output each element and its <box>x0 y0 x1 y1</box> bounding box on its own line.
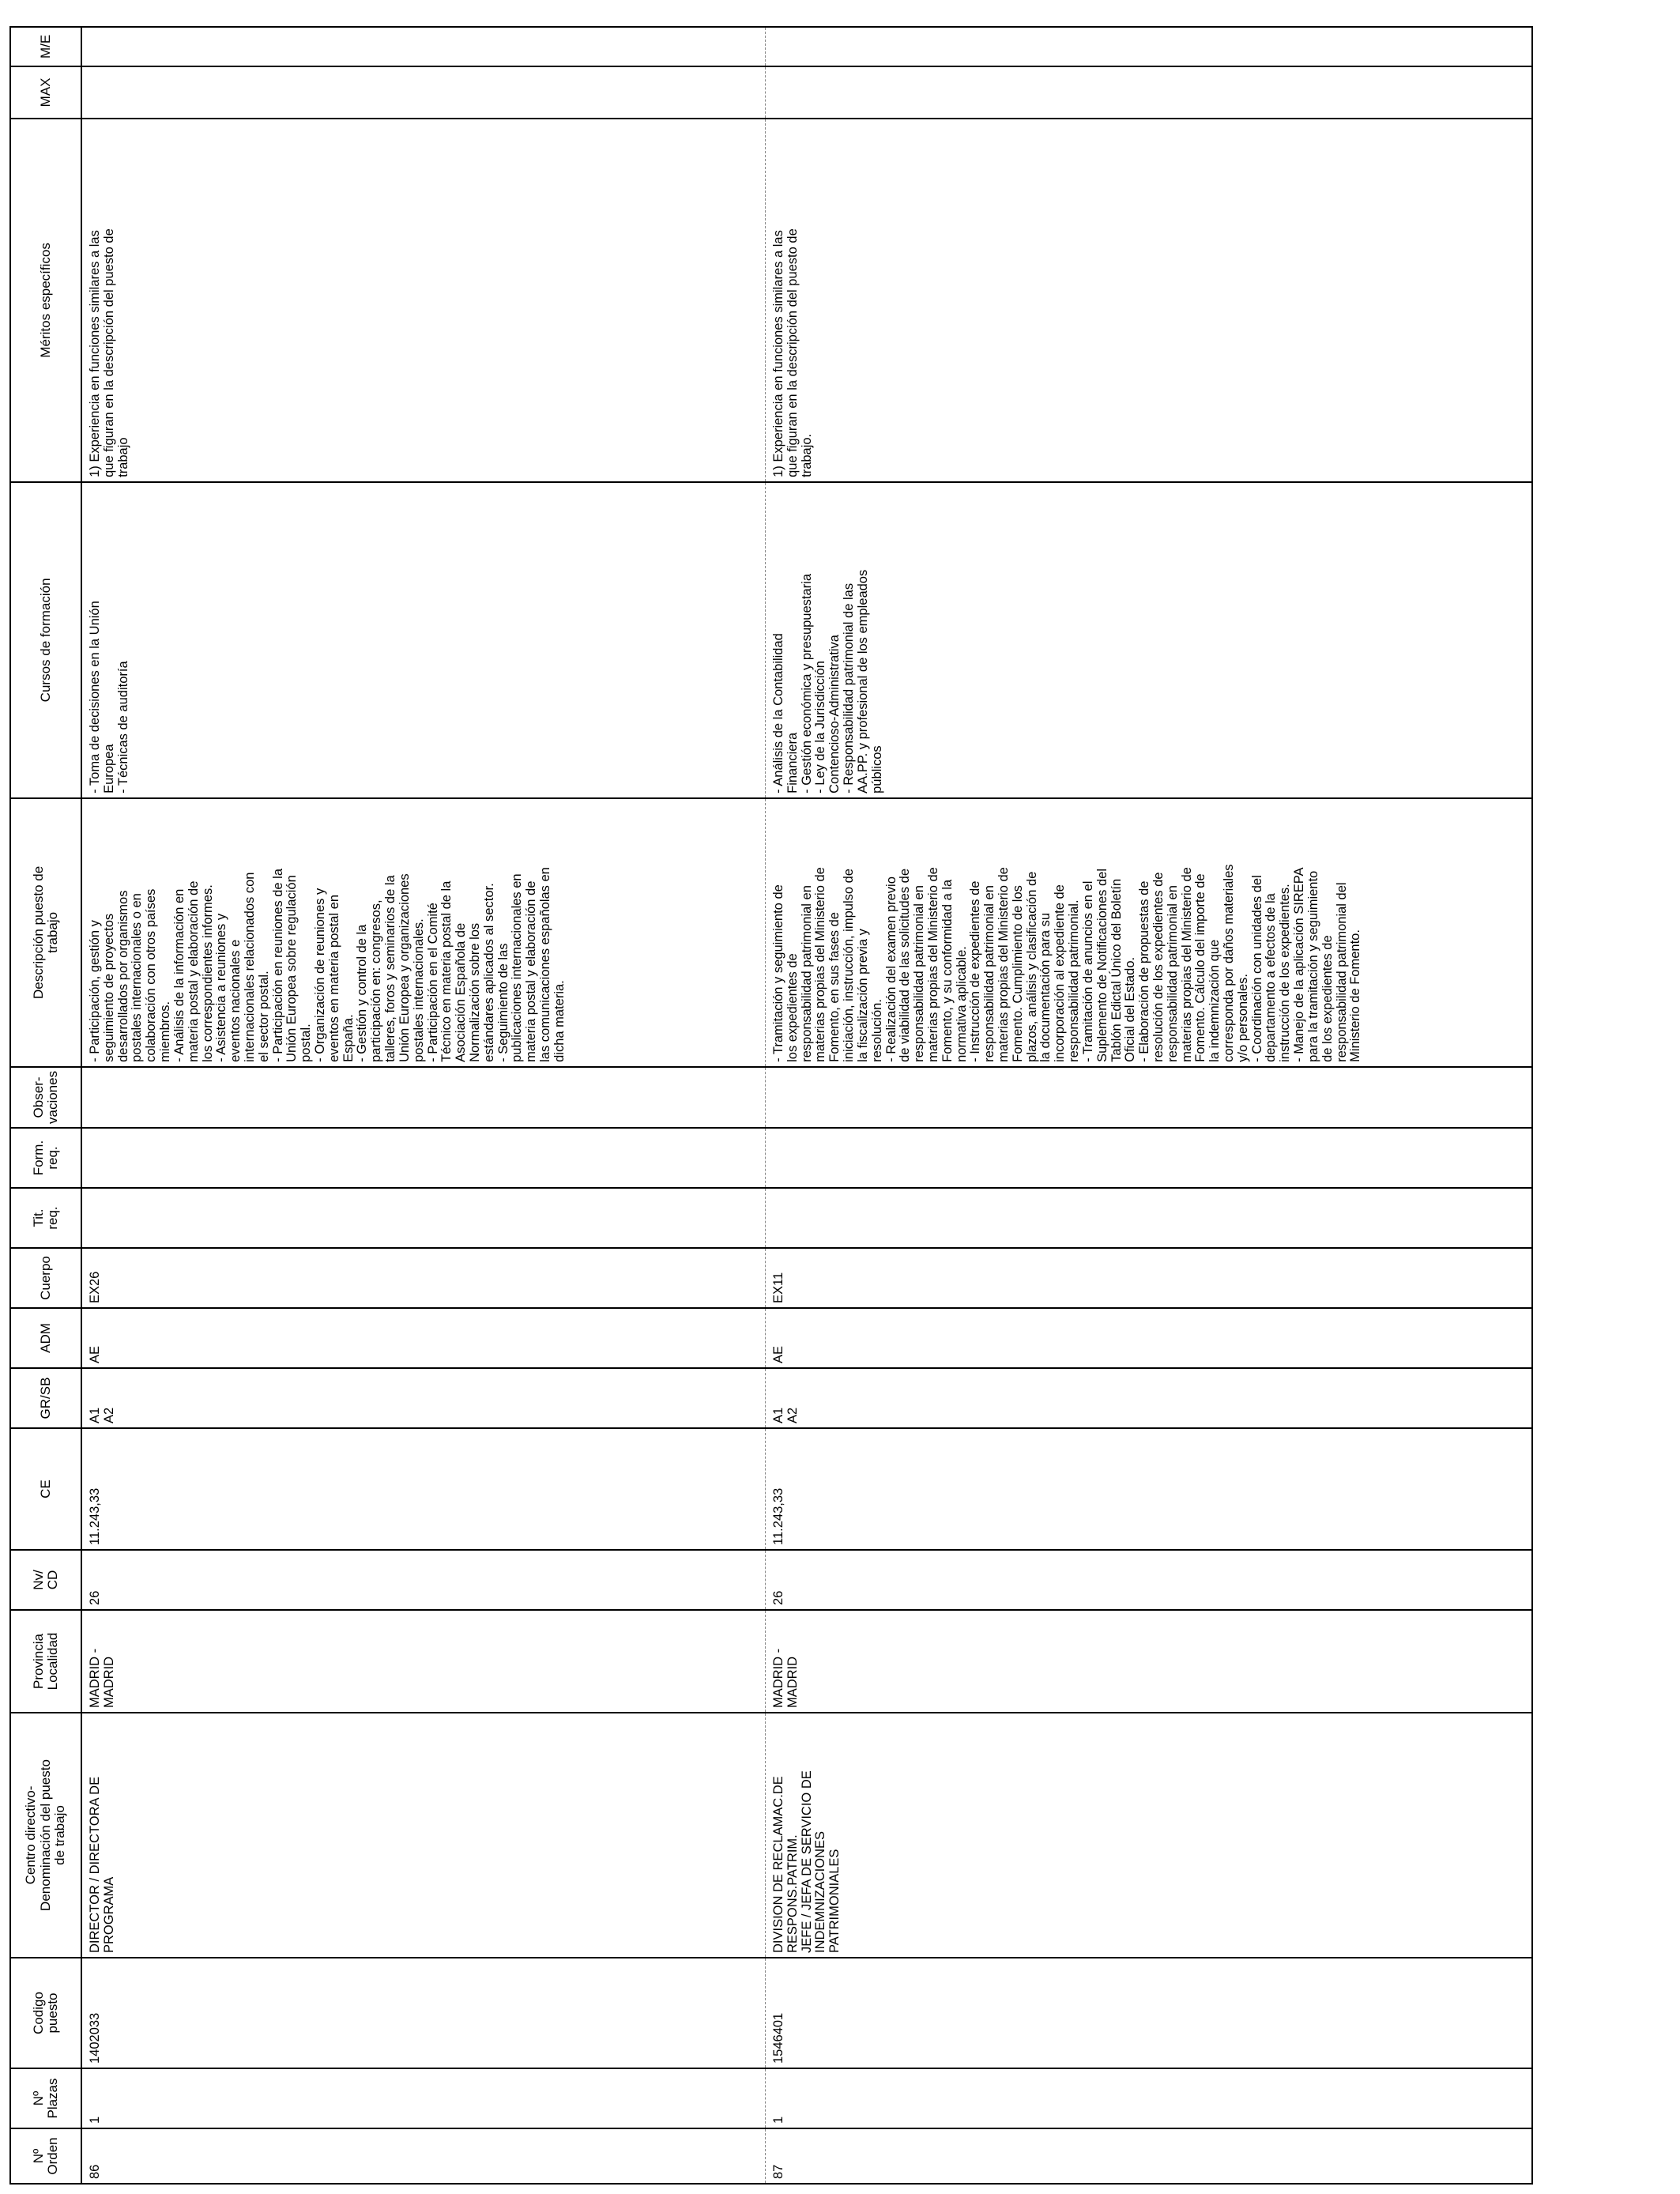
job-positions-table <box>9 26 1533 2185</box>
cell-centro <box>81 1713 766 1958</box>
cell-obs <box>81 1067 766 1128</box>
cell-centro <box>766 1713 1533 1958</box>
header-provincia: Provincia Localidad <box>10 1610 81 1713</box>
cell-nv: 26 <box>766 1550 1533 1610</box>
header-plazas: Nº Plazas <box>10 2068 81 2128</box>
header-form: Form. req. <box>10 1128 81 1188</box>
cell-nv: 26 <box>81 1550 766 1610</box>
header-centro: Centro directivo- Denominación del puesto de trabajo <box>10 1713 81 1958</box>
denominacion: DIRECTOR / DIRECTORA DE PROGRAMA <box>88 1776 116 1953</box>
cell-ce: 11.243,33 <box>81 1428 766 1550</box>
cell-form <box>81 1128 766 1188</box>
cell-cursos: - Toma de decisiones en la Unión Europea - Técnicas de auditoría <box>81 482 766 798</box>
cell-max <box>81 66 766 119</box>
cell-plazas: 1 <box>766 2068 1533 2128</box>
header-meritos: Méritos específicos <box>10 119 81 482</box>
header-descripcion: Descripción puesto de trabajo <box>10 798 81 1067</box>
cell-grsb: A1 A2 <box>766 1368 1533 1428</box>
cell-grsb: A1 A2 <box>81 1368 766 1428</box>
cell-cuerpo: EX26 <box>81 1248 766 1308</box>
header-nv: Nv/ CD <box>10 1550 81 1610</box>
cell-ce: 11.243,33 <box>766 1428 1533 1550</box>
cell-meritos: 1) Experiencia en funciones similares a las que figuran en la descripción del puesto de trabajo. <box>766 119 1533 482</box>
cell-cursos: - Análisis de la Contabilidad Financiera - Gestión económica y presupuestaria - Ley de la Jurisdicción Contencioso-Administrativa - Responsabilidad patrimonial de las AA.PP. y profesional de los empleados públicos <box>766 482 1533 798</box>
cell-orden: 87 <box>766 2128 1533 2184</box>
cell-descripcion: - Participación, gestión y seguimiento de proyectos desarrollados por organismos postales internacionales o en colaboración con otros países miembros. - Análisis de la información en materia postal y elaboración de los correspondientes informes. - Asistencia a reuniones y eventos nacionales e internacionales relacionados con el sector postal. - Participación en reuniones de la Unión Europea sobre regulación postal. - Organización de reuniones y eventos en materia postal en España. - Gestión y control de la participación en: congresos, talleres, foros y seminarios de la Unión Europea y organizaciones postales internacionales. - Participación en el Comité Técnico en materia postal de la Asociación Española de Normalización sobre los estándares aplicados al sector. - Seguimiento de las publicaciones internacionales en materia postal y elaboración de las comunicaciones españolas en dicha materia. <box>81 798 766 1067</box>
cell-adm: AE <box>766 1308 1533 1368</box>
header-codigo: Codigo puesto <box>10 1958 81 2068</box>
cell-orden: 86 <box>81 2128 766 2184</box>
cell-obs <box>766 1067 1533 1128</box>
centro-directivo: DIVISION DE RECLAMAC.DE RESPONS.PATRIM. <box>771 1776 800 1953</box>
cell-cuerpo: EX11 <box>766 1248 1533 1308</box>
cell-form <box>766 1128 1533 1188</box>
cell-codigo: 1546401 <box>766 1958 1533 2068</box>
table-row <box>766 27 1533 2184</box>
cell-me <box>766 27 1533 66</box>
cell-provincia: MADRID - MADRID <box>81 1610 766 1713</box>
cell-me <box>81 27 766 66</box>
cell-tit <box>81 1188 766 1248</box>
header-adm: ADM <box>10 1308 81 1368</box>
denominacion: JEFE / JEFA DE SERVICIO DE INDEMNIZACIONES PATRIMONIALES <box>799 1770 842 1953</box>
header-obs: Obser- vaciones <box>10 1067 81 1128</box>
header-row <box>10 27 81 2184</box>
cell-provincia: MADRID - MADRID <box>766 1610 1533 1713</box>
header-me: M/E <box>10 27 81 66</box>
header-grsb: GR/SB <box>10 1368 81 1428</box>
cell-descripcion: - Tramitación y seguimiento de los expedientes de responsabilidad patrimonial en materias propias del Ministerio de Fomento, en sus fases de iniciación, instrucción, impulso de la fiscalización previa y resolución. - Realización del examen previo de viabilidad de las solicitudes de responsabilidad patrimonial en materias propias del Ministerio de Fomento, y su conformidad a la normativa aplicable. - Instrucción de expedientes de responsabilidad patrimonial en materias propias del Ministerio de Fomento. Cumplimiento de los plazos, análisis y clasificación de la documentación para su incorporación al expediente de responsabilidad patrimonial. - Tramitación de anuncios en el Suplemento de Notificaciones del Tablón Edictal Único del Boletín Oficial del Estado. - Elaboración de propuestas de resolución de los expedientes de responsabilidad patrimonial en materias propias del Ministerio de Fomento. Cálculo del importe de la indemnización que corresponda por daños materiales y/o personales. - Coordinación con unidades del departamento a efectos de la instrucción de los expedientes. - Manejo de la aplicación SIREPA para la tramitación y seguimiento de los expedientes de responsabilidad patrimonial del Ministerio de Fomento. <box>766 798 1533 1067</box>
cell-adm: AE <box>81 1308 766 1368</box>
header-cursos: Cursos de formación <box>10 482 81 798</box>
header-tit: Tit. req. <box>10 1188 81 1248</box>
header-max: MAX <box>10 66 81 119</box>
cell-plazas: 1 <box>81 2068 766 2128</box>
cell-codigo: 1402033 <box>81 1958 766 2068</box>
cell-meritos: 1) Experiencia en funciones similares a las que figuran en la descripción del puesto de trabajo <box>81 119 766 482</box>
header-orden: Nº Orden <box>10 2128 81 2184</box>
header-cuerpo: Cuerpo <box>10 1248 81 1308</box>
cell-tit <box>766 1188 1533 1248</box>
cell-max <box>766 66 1533 119</box>
table-row <box>81 27 766 2184</box>
header-ce: CE <box>10 1428 81 1550</box>
